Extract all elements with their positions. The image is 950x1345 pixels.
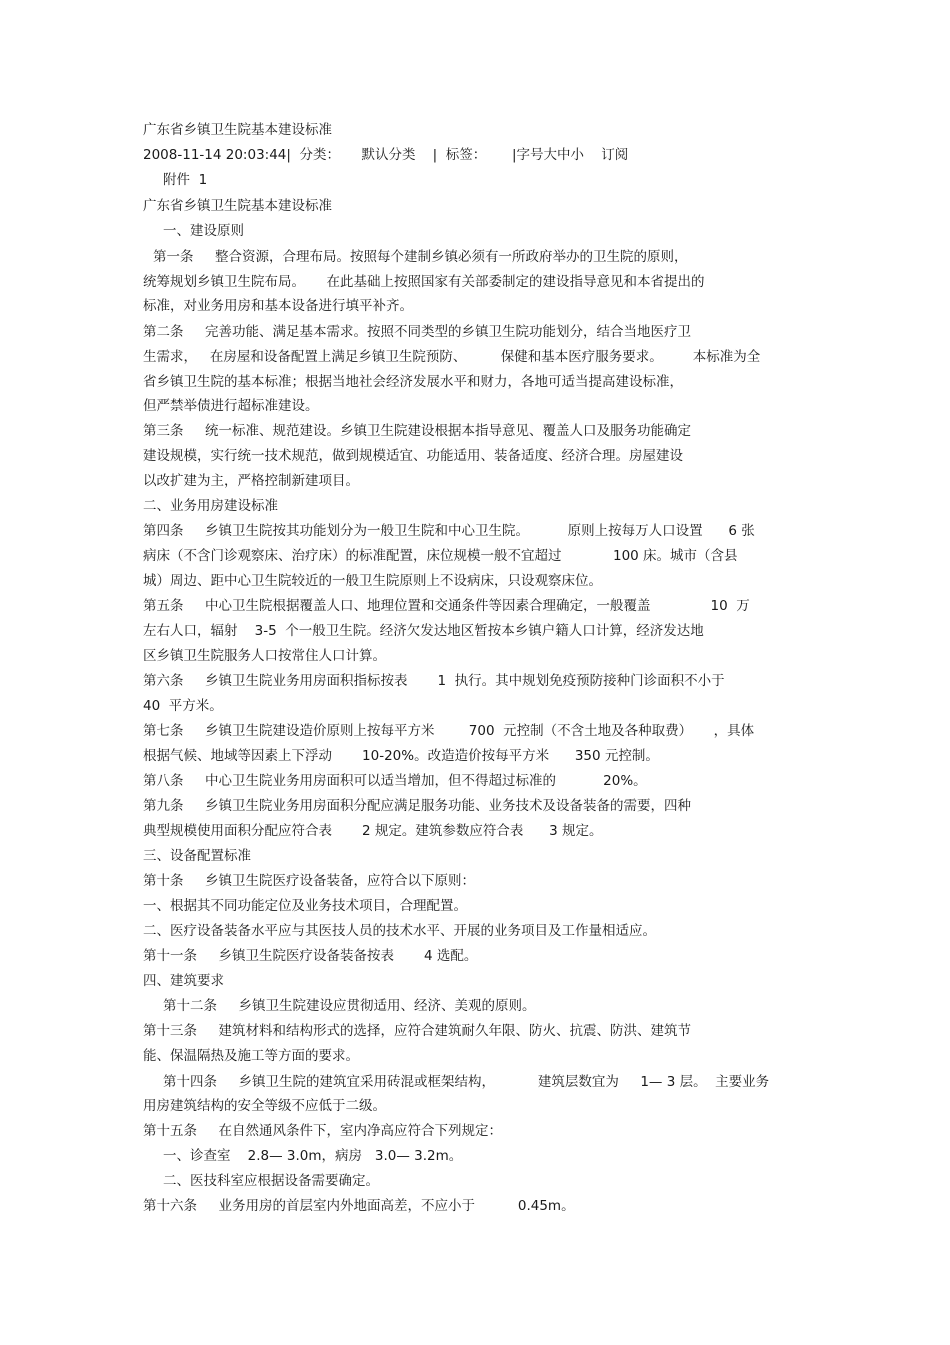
text-line: 用房建筑结构的安全等级不应低于二级。 bbox=[143, 1098, 386, 1114]
text-line: 能、保温隔热及施工等方面的要求。 bbox=[143, 1048, 359, 1064]
text-line: 第二条 完善功能、满足基本需求。按照不同类型的乡镇卫生院功能划分，结合当地医疗卫 bbox=[143, 324, 691, 340]
text-line: 广东省乡镇卫生院基本建设标准 bbox=[143, 198, 332, 214]
text-line: 第七条 乡镇卫生院建设造价原则上按每平方米 700 元控制（不含土地及各种取费） ，具体 bbox=[143, 723, 755, 739]
text-line: 第十五条 在自然通风条件下，室内净高应符合下列规定： bbox=[143, 1123, 502, 1139]
text-line: 以改扩建为主，严格控制新建项目。 bbox=[143, 473, 359, 489]
text-line: 第八条 中心卫生院业务用房面积可以适当增加，但不得超过标准的 20%。 bbox=[143, 773, 647, 789]
text-line: 40 平方米。 bbox=[143, 698, 223, 714]
text-line: 三、设备配置标准 bbox=[143, 848, 251, 864]
text-line: 一、诊查室 2.8— 3.0m，病房 3.0— 3.2m。 bbox=[163, 1148, 463, 1164]
text-line: 城）周边、距中心卫生院较近的一般卫生院原则上不设病床，只设观察床位。 bbox=[143, 573, 602, 589]
text-line: 第六条 乡镇卫生院业务用房面积指标按表 1 执行。其中规划免疫预防接种门诊面积不小于 bbox=[143, 673, 725, 689]
text-line: 四、建筑要求 bbox=[143, 973, 224, 989]
text-line: 第五条 中心卫生院根据覆盖人口、地理位置和交通条件等因素合理确定，一般覆盖 10 万 bbox=[143, 598, 750, 614]
text-line: 第四条 乡镇卫生院按其功能划分为一般卫生院和中心卫生院。 原则上按每万人口设置 6 张 bbox=[143, 523, 755, 539]
text-line: 病床（不含门诊观察床、治疗床）的标准配置，床位规模一般不宜超过 100 床。城市（含县 bbox=[143, 548, 738, 564]
text-line: 第十四条 乡镇卫生院的建筑宜采用砖混或框架结构， 建筑层数宜为 1— 3 层。 主要业务 bbox=[163, 1074, 770, 1090]
text-line: 第三条 统一标准、规范建设。乡镇卫生院建设根据本指导意见、覆盖人口及服务功能确定 bbox=[143, 423, 691, 439]
text-line: 一、建设原则 bbox=[163, 223, 244, 239]
text-line: 第十六条 业务用房的首层室内外地面高差，不应小于 0.45m。 bbox=[143, 1198, 575, 1214]
text-line: 典型规模使用面积分配应符合表 2 规定。建筑参数应符合表 3 规定。 bbox=[143, 823, 603, 839]
text-line: 第一条 整合资源，合理布局。按照每个建制乡镇必须有一所政府举办的卫生院的原则， bbox=[153, 249, 688, 265]
text-line: 区乡镇卫生院服务人口按常住人口计算。 bbox=[143, 648, 386, 664]
text-line: 第十一条 乡镇卫生院医疗设备装备按表 4 选配。 bbox=[143, 948, 478, 964]
text-line: 省乡镇卫生院的基本标准；根据当地社会经济发展水平和财力，各地可适当提高建设标准， bbox=[143, 374, 683, 390]
text-line: 一、根据其不同功能定位及业务技术项目，合理配置。 bbox=[143, 898, 467, 914]
text-line: 附件 1 bbox=[163, 172, 208, 188]
text-line: 标准，对业务用房和基本设备进行填平补齐。 bbox=[143, 298, 413, 314]
text-line: 统筹规划乡镇卫生院布局。 在此基础上按照国家有关部委制定的建设指导意见和本省提出的 bbox=[143, 274, 705, 290]
page-title: 广东省乡镇卫生院基本建设标准 bbox=[143, 122, 332, 138]
text-line: 二、业务用房建设标准 bbox=[143, 498, 278, 514]
post-meta: 2008-11-14 20:03:44| 分类： 默认分类 | 标签： |字号大中小 订阅 bbox=[143, 147, 629, 163]
text-line: 第十三条 建筑材料和结构形式的选择，应符合建筑耐久年限、防火、抗震、防洪、建筑节 bbox=[143, 1023, 691, 1039]
text-line: 第十二条 乡镇卫生院建设应贯彻适用、经济、美观的原则。 bbox=[163, 998, 536, 1014]
text-line: 但严禁举债进行超标准建设。 bbox=[143, 398, 319, 414]
text-line: 二、医技科室应根据设备需要确定。 bbox=[163, 1173, 379, 1189]
text-line: 第九条 乡镇卫生院业务用房面积分配应满足服务功能、业务技术及设备装备的需要，四种 bbox=[143, 798, 691, 814]
text-line: 左右人口，辐射 3-5 个一般卫生院。经济欠发达地区暂按本乡镇户籍人口计算，经济发达地 bbox=[143, 623, 704, 639]
text-line: 生需求， 在房屋和设备配置上满足乡镇卫生院预防、 保健和基本医疗服务要求。 本标准为全 bbox=[143, 349, 761, 365]
text-line: 建设规模，实行统一技术规范，做到规模适宜、功能适用、装备适度、经济合理。房屋建设 bbox=[143, 448, 683, 464]
text-line: 根据气候、地域等因素上下浮动 10-20%。改造造价按每平方米 350 元控制。 bbox=[143, 748, 659, 764]
text-line: 二、医疗设备装备水平应与其医技人员的技术水平、开展的业务项目及工作量相适应。 bbox=[143, 923, 656, 939]
text-line: 第十条 乡镇卫生院医疗设备装备，应符合以下原则： bbox=[143, 873, 475, 889]
